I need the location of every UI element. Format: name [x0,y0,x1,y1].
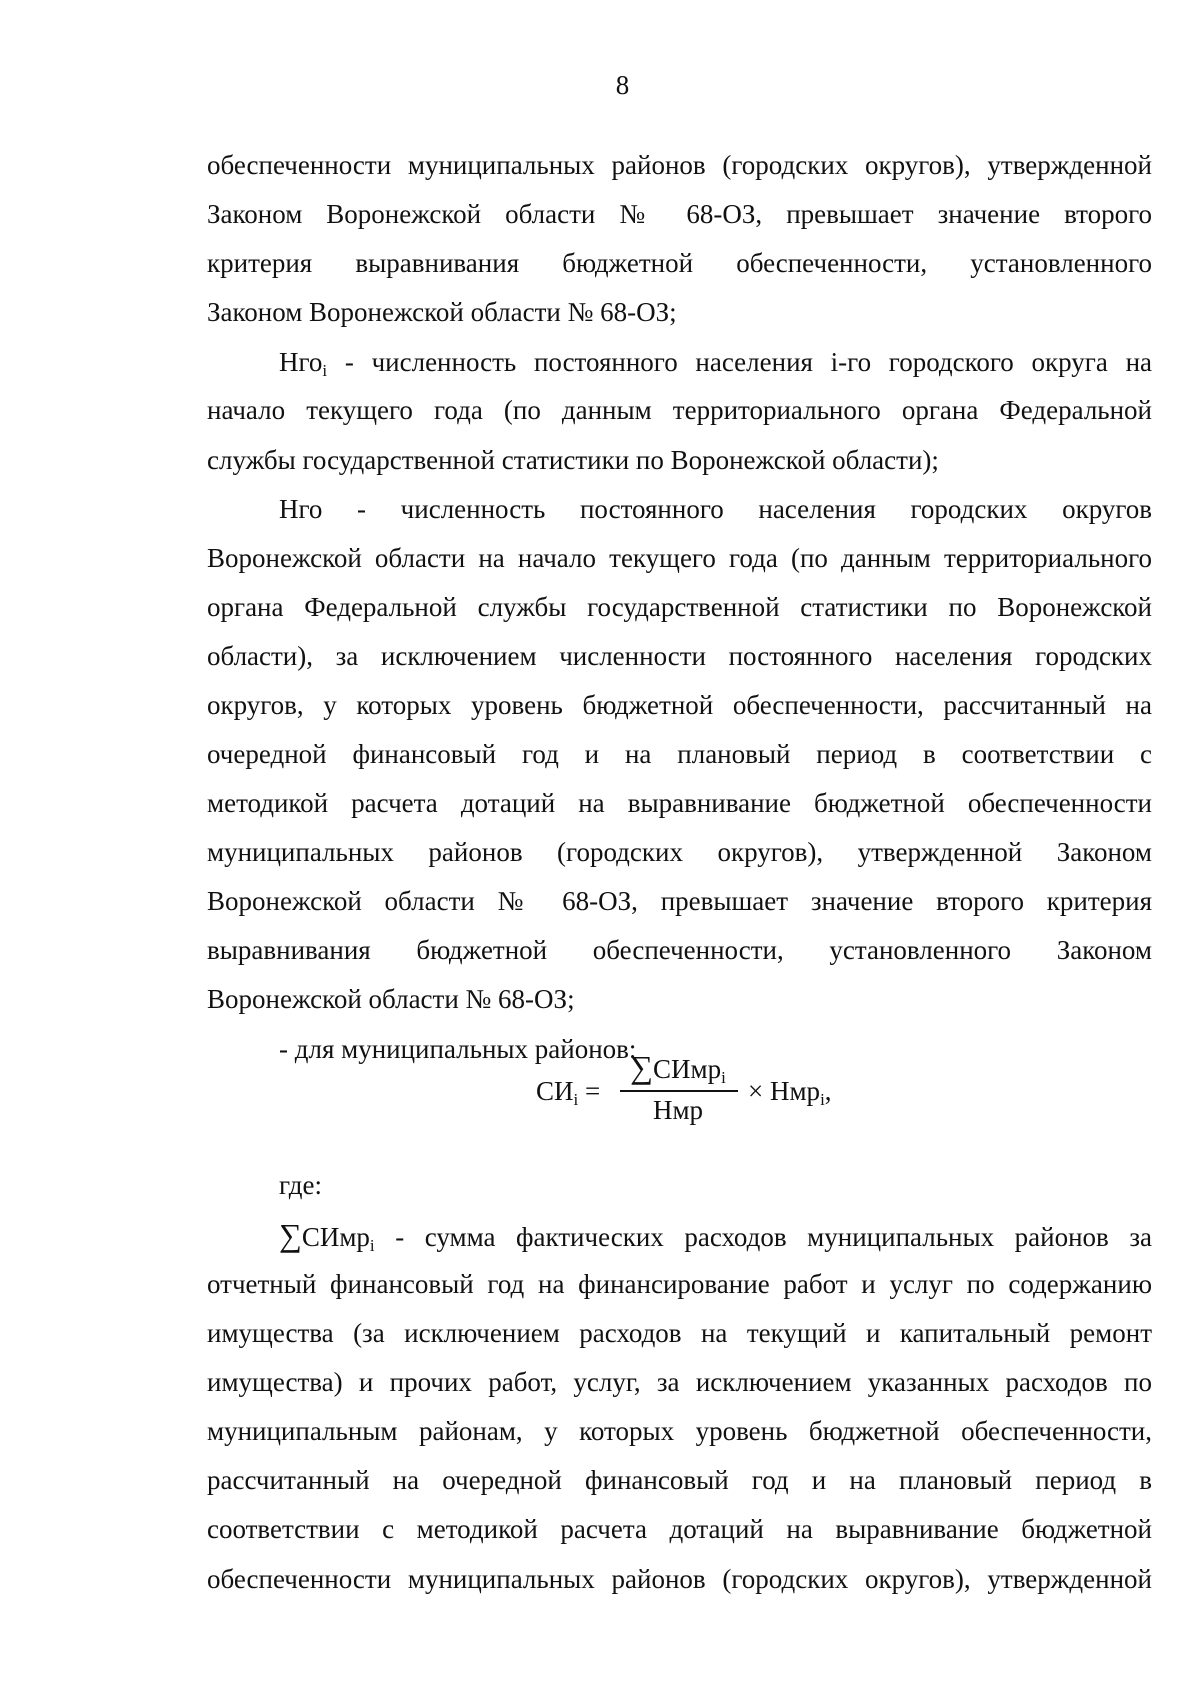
paragraph-line: отчетный финансовый год на финансирование работ и услуг по содержанию [207,1269,1152,1299]
paragraph-line: обеспеченности муниципальных районов (городских округов), утвержденной [207,150,1152,180]
paragraph-line: муниципальных районов (городских округов), утвержденной Законом [207,837,1152,867]
paragraph-line: Законом Воронежской области № 68-ОЗ; [207,297,677,327]
formula-lhs: $СИ_i$ = [536,1076,601,1109]
formula-denominator: Нмр [652,1095,704,1125]
paragraph-line: муниципальным районам, у которых уровень бюджетной обеспеченности, [207,1416,1152,1446]
paragraph-line: органа Федеральной службы государственной статистики по Воронежской [207,592,1152,622]
paragraph-line: где: [279,1170,322,1200]
formula-rhs: × Нмр$_i$, [748,1076,832,1109]
sigma-symbol: ∑ [279,1217,302,1253]
paragraph-line: соответствии с методикой расчета дотаций на выравнивание бюджетной [207,1514,1152,1544]
paragraph-line: Законом Воронежской области № 68-ОЗ, превышает значение второго [207,199,1152,229]
paragraph-line: округов, у которых уровень бюджетной обеспеченности, рассчитанный на [207,690,1152,720]
sigma-symbol: ∑ [630,1049,653,1085]
paragraph-line: имущества) и прочих работ, услуг, за исключением указанных расходов по [207,1367,1152,1397]
paragraph-line: имущества (за исключением расходов на текущий и капитальный ремонт [207,1318,1152,1348]
page-number: 8 [615,70,630,100]
paragraph-line: службы государственной статистики по Воронежской области); [207,445,939,475]
paragraph-line: критерия выравнивания бюджетной обеспеченности, установленного [207,248,1152,278]
paragraph-line: Воронежской области № 68-ОЗ, превышает значение второго критерия [207,886,1152,916]
paragraph-line: ∑СИмр$_i$ - сумма фактических расходов муниципальных районов за [279,1217,1152,1255]
paragraph-line: области), за исключением численности постоянного населения городских [207,641,1152,671]
formula [536,1045,936,1135]
paragraph-line: Нго - численность постоянного населения городских округов [279,494,1152,524]
paragraph-line: очередной финансовый год и на плановый период в соответствии с [207,739,1152,769]
paragraph-line: Воронежской области на начало текущего года (по данным территориального [207,543,1152,573]
paragraph-line: начало текущего года (по данным территориального органа Федеральной [207,395,1152,425]
formula-numerator: ∑СИмр$_i$ [630,1049,726,1087]
paragraph-line: обеспеченности муниципальных районов (городских округов), утвержденной [207,1564,1152,1594]
fraction-bar [620,1090,738,1092]
paragraph-line: выравнивания бюджетной обеспеченности, установленного Законом [207,935,1152,965]
paragraph-line: рассчитанный на очередной финансовый год и на плановый период в [207,1465,1152,1495]
paragraph-line: - для муниципальных районов: [279,1034,637,1064]
paragraph-line: Нго$_i$ - численность постоянного населения i-го городского округа на [279,347,1152,380]
paragraph-line: Воронежской области № 68-ОЗ; [207,984,575,1014]
paragraph-line: методикой расчета дотаций на выравнивание бюджетной обеспеченности [207,788,1152,818]
